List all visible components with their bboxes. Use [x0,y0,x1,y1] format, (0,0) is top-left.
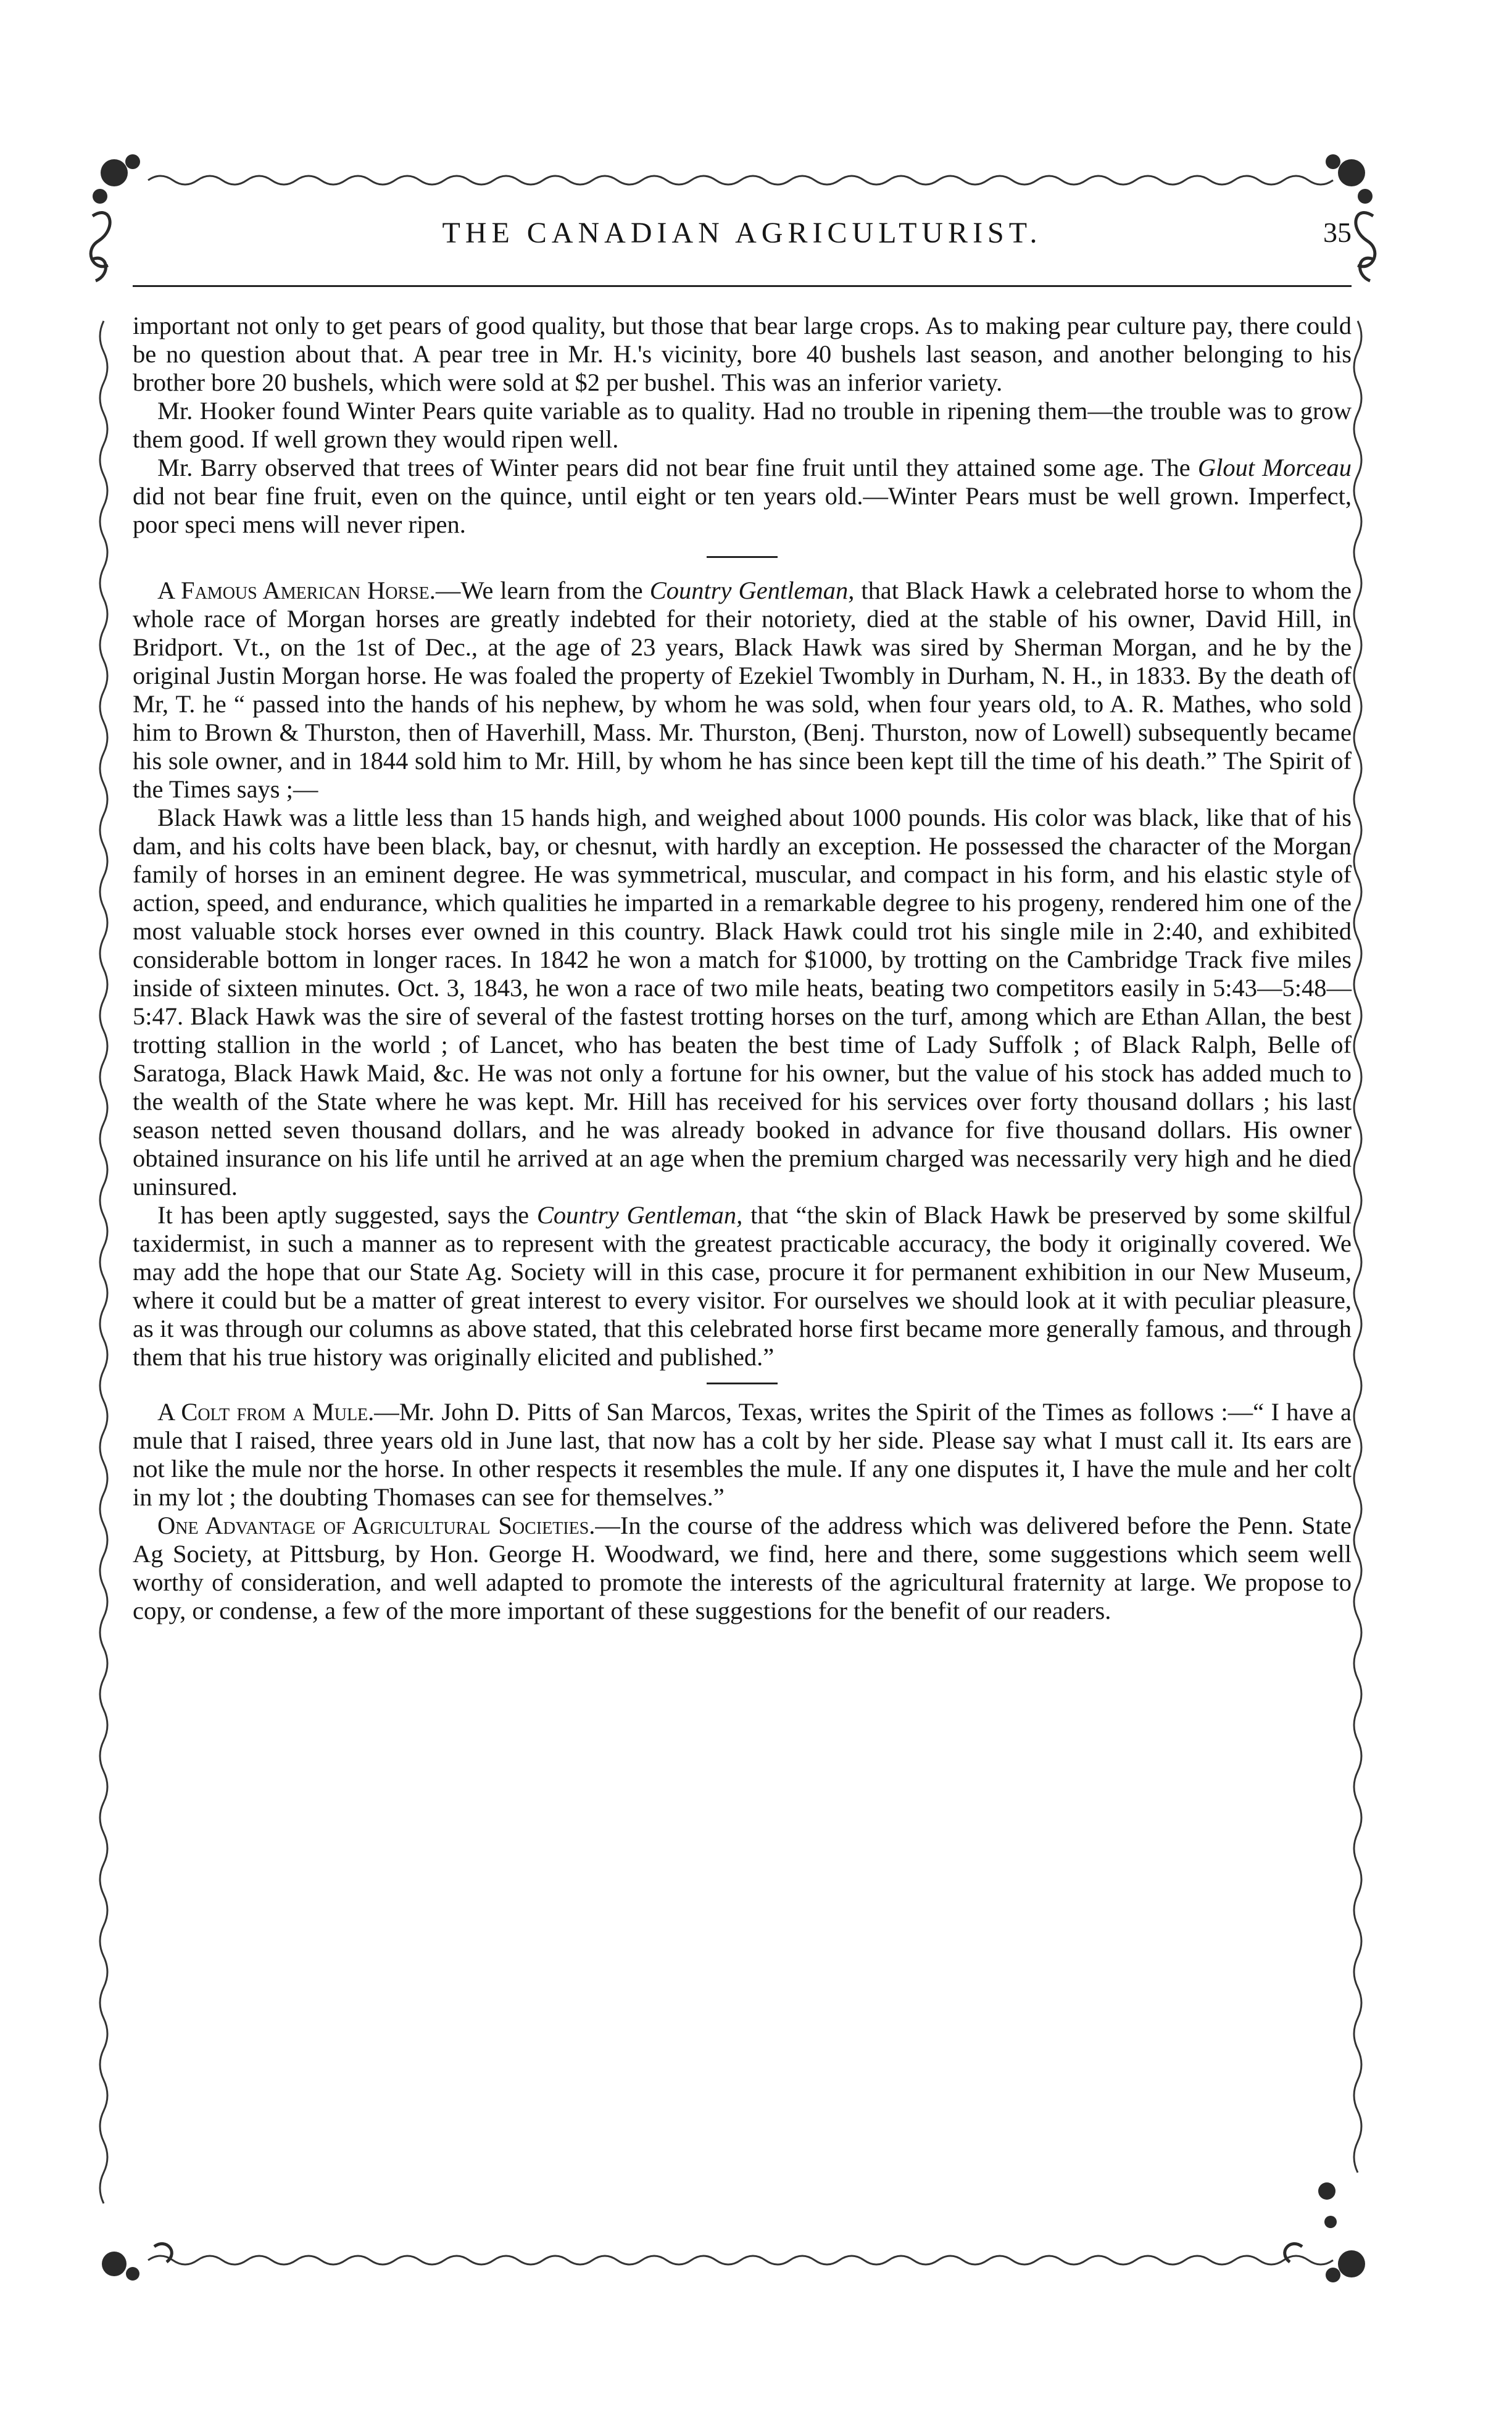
horse-paragraph-1: A Famous American Horse.—We learn from the Country Gentleman, that Black Hawk a celebrated horse to whom the whole race of Morgan horses are greatly indebted for their notoriety, died at the stable of his owner, David Hill, in Bridport. Vt., on the 1st of Dec., at the age of 23 years, Black Hawk was sired by Sherman Morgan, and he by the original Justin Morgan horse. He was foaled the property of Ezekiel Twombly in Durham, N. H., in 1833. By the death of Mr, T. he “ passed into the hands of his nephew, by whom he was sold, when four years old, to A. R. Mathes, who sold him to Brown & Thurston, then of Haverhill, Mass. Mr. Thurston, (Benj. Thurston, now of Lowell) subsequently became his sole owner, and in 1844 sold him to Mr. Hill, by whom he has since been kept till the time of his death.” The Spirit of the Times says ;— [133,576,1352,803]
colt-paragraph: A Colt from a Mule.—Mr. John D. Pitts of San Marcos, Texas, writes the Spirit of the Times as follows :—“ I have a mule that I raised, three years old in June last, that now has a colt by her side. Please say what I must call it. Its ears are not like the mule nor the horse. In other respects it resembles the mule. If any one disputes it, I have the mule and her colt in my lot ; the doubting Thomases can see for themselves.” [133,1398,1352,1511]
colt-heading: A Colt from a Mule. [157,1398,375,1426]
journal-title: THE CANADIAN AGRICULTURIST. [442,217,1042,249]
horse-paragraph-2: Black Hawk was a little less than 15 hands high, and weighed about 1000 pounds. His color was black, like that of his dam, and his colts have been black, bay, or chesnut, with hardly an exception. He possessed the character of the Morgan family of horses in an eminent degree. He was symmetrical, muscular, and compact in his form, and his elastic style of action, speed, and endurance, which qualities he imparted in a remarkable degree to his progeny, rendered him one of the most valuable stock horses ever owned in this country. Black Hawk could trot his single mile in 2:40, and exhibited considerable bottom in longer races. In 1842 he won a match for $1000, by trotting on the Cambridge Track five miles inside of sixteen minutes. Oct. 3, 1843, he won a race of two mile heats, beating two competitors easily in 5:43—5:48—5:47. Black Hawk was the sire of several of the fastest trotting horses on the turf, among which are Ethan Allan, the best trotting stallion in the world ; of Lancet, who has beaten the best time of Lady Suffolk ; of Black Ralph, Belle of Saratoga, Black Hawk Maid, &c. He was not only a fortune for his owner, but the value of his stock has added much to the wealth of the State where he was kept. Mr. Hill has received for his services over forty thousand dollars ; his last season netted seven thousand dollars, and he was already booked in advance for five thousand dollars. His owner obtained insurance on his life until he arrived at an age when the premium charged was necessarily very high and he died uninsured. [133,804,1352,1200]
horse-paragraph-3: It has been aptly suggested, says the Country Gentleman, that “the skin of Black Hawk be preserved by some skilful taxidermist, in such a manner as to represent with the greatest practicable accuracy, the body it originally covered. We may add the hope that our State Ag. Society will in this case, procure it for permanent exhibition in our New Museum, where it could but be a matter of great interest to every visitor. For ourselves we should look at it with peculiar pleasure, as it was through our columns as above stated, that this celebrated horse first became more generally famous, and through them that his true history was originally elicited and published.” [133,1201,1352,1371]
page-number: 35 [1323,217,1352,248]
section-divider [707,1383,778,1384]
pears-paragraph-3: Mr. Barry observed that trees of Winter pears did not bear fine fruit until they attained some age. The Glout Morceau did not bear fine fruit, even on the quince, until eight or ten years old.—Winter Pears must be well grown. Imperfect, poor speci mens will never ripen. [133,454,1352,538]
horse-heading: A Famous American Horse. [157,576,436,604]
source-title: Country Gentleman, [536,1201,743,1229]
pears-paragraph-1: important not only to get pears of good quality, but those that bear large crops. As to making pear culture pay, there could be no question about that. A pear tree in Mr. H.'s vicinity, bore 40 bushels last season, and another belonging to his brother bore 20 bushels, which were sold at $2 per bushel. This was an inferior variety. [133,312,1352,396]
societies-heading: One Advantage of Agricultural Societies. [157,1512,596,1539]
variety-name: Glout Morceau [1197,454,1352,481]
source-title: Country Gentleman, [649,576,855,604]
header-rule [133,285,1352,287]
section-divider [707,556,778,558]
article-body [133,312,1352,1625]
running-header [133,216,1352,259]
pears-paragraph-2: Mr. Hooker found Winter Pears quite variable as to quality. Had no trouble in ripening them—the trouble was to grow them good. If well grown they would ripen well. [133,397,1352,453]
societies-paragraph: One Advantage of Agricultural Societies.—In the course of the address which was delivered before the Penn. State Ag Society, at Pittsburg, by Hon. George H. Woodward, we find, here and there, some suggestions which seem well worthy of consideration, and well adapted to promote the interests of the agricultural fraternity at large. We propose to copy, or condense, a few of the more important of these suggestions for the benefit of our readers. [133,1512,1352,1624]
